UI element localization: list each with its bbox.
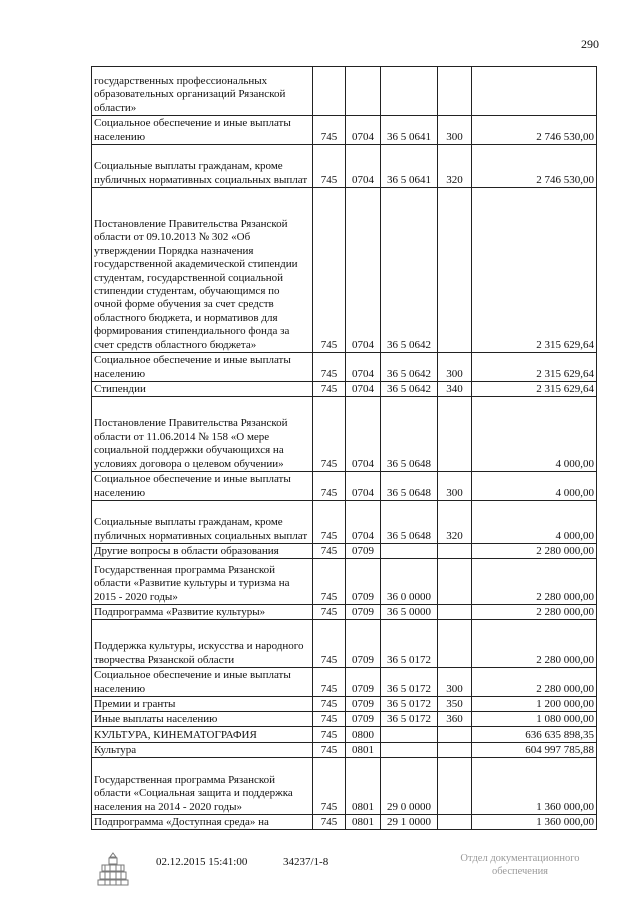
table-row	[92, 559, 597, 605]
table-row	[92, 116, 597, 145]
row-expense-type	[438, 620, 472, 668]
row-gr: 745	[313, 382, 346, 397]
row-expense-type	[438, 397, 472, 472]
row-section: 0704	[346, 353, 381, 382]
row-target-code: 36 5 0000	[381, 605, 438, 620]
row-section: 0801	[346, 758, 381, 815]
row-target-code: 36 5 0172	[381, 620, 438, 668]
row-expense-type	[438, 743, 472, 758]
row-expense-type	[438, 727, 472, 743]
row-sum: 2 280 000,00	[472, 620, 597, 668]
footer-department-stamp: Отдел документационного обеспечения	[460, 853, 580, 877]
row-target-code	[381, 544, 438, 559]
table-row	[92, 382, 597, 397]
row-expense-type	[438, 559, 472, 605]
row-section: 0704	[346, 145, 381, 188]
row-section: 0704	[346, 472, 381, 501]
row-expense-type: 320	[438, 145, 472, 188]
row-gr: 745	[313, 668, 346, 697]
row-target-code	[381, 67, 438, 116]
row-target-code: 36 5 0642	[381, 353, 438, 382]
row-section: 0704	[346, 501, 381, 544]
row-target-code	[381, 743, 438, 758]
row-gr: 745	[313, 758, 346, 815]
row-section: 0709	[346, 620, 381, 668]
row-gr: 745	[313, 605, 346, 620]
row-sum	[472, 67, 597, 116]
row-name: Социальное обеспечение и иные выплаты населению	[92, 472, 313, 501]
table-row	[92, 712, 597, 727]
row-name: Социальное обеспечение и иные выплаты населению	[92, 116, 313, 145]
table-row	[92, 145, 597, 188]
row-section: 0709	[346, 668, 381, 697]
footer-document-code: 34237/1-8	[283, 856, 329, 868]
row-sum: 1 200 000,00	[472, 697, 597, 712]
table-row	[92, 472, 597, 501]
row-name: Государственная программа Рязанской области «Развитие культуры и туризма на 2015 - 2020 годы»	[92, 559, 313, 605]
row-expense-type: 300	[438, 116, 472, 145]
row-gr: 745	[313, 743, 346, 758]
row-target-code: 29 1 0000	[381, 815, 438, 830]
row-sum: 2 746 530,00	[472, 116, 597, 145]
row-name: Стипендии	[92, 382, 313, 397]
row-expense-type: 300	[438, 353, 472, 382]
row-name: Социальные выплаты гражданам, кроме публичных нормативных социальных выплат	[92, 501, 313, 544]
row-section: 0704	[346, 188, 381, 353]
row-name: Постановление Правительства Рязанской области от 11.06.2014 № 158 «О мере социальной поддержки обучающихся на условиях договора о целевом обучении»	[92, 397, 313, 472]
table-row	[92, 743, 597, 758]
row-section: 0709	[346, 712, 381, 727]
table-row	[92, 758, 597, 815]
row-expense-type	[438, 815, 472, 830]
table-row	[92, 668, 597, 697]
row-name: Постановление Правительства Рязанской области от 09.10.2013 № 302 «Об утверждении Порядка назначения государственной академической стипендии студентам, государственной социальной стипендии студентам, обучающимся по очной форме обучения за счет средств областного бюджета, и нормативов для формирования стипендиального фонда за счет средств областного бюджета»	[92, 188, 313, 353]
row-target-code: 29 0 0000	[381, 758, 438, 815]
row-sum: 636 635 898,35	[472, 727, 597, 743]
row-expense-type: 340	[438, 382, 472, 397]
row-name: КУЛЬТУРА, КИНЕМАТОГРАФИЯ	[92, 727, 313, 743]
row-target-code: 36 5 0648	[381, 397, 438, 472]
row-sum: 4 000,00	[472, 397, 597, 472]
row-gr: 745	[313, 697, 346, 712]
row-target-code: 36 5 0172	[381, 668, 438, 697]
table-row	[92, 544, 597, 559]
row-expense-type	[438, 758, 472, 815]
row-sum: 604 997 785,88	[472, 743, 597, 758]
row-sum: 2 746 530,00	[472, 145, 597, 188]
row-gr: 745	[313, 727, 346, 743]
row-expense-type: 320	[438, 501, 472, 544]
row-name: Подпрограмма «Доступная среда» на	[92, 815, 313, 830]
row-target-code: 36 5 0642	[381, 382, 438, 397]
row-expense-type: 300	[438, 472, 472, 501]
row-target-code: 36 5 0648	[381, 472, 438, 501]
row-gr: 745	[313, 188, 346, 353]
row-section: 0709	[346, 544, 381, 559]
row-name: Премии и гранты	[92, 697, 313, 712]
footer-datetime: 02.12.2015 15:41:00	[156, 856, 248, 868]
row-section: 0704	[346, 397, 381, 472]
row-name: Поддержка культуры, искусства и народного творчества Рязанской области	[92, 620, 313, 668]
row-gr: 745	[313, 620, 346, 668]
row-gr: 745	[313, 145, 346, 188]
row-name: Культура	[92, 743, 313, 758]
row-gr: 745	[313, 712, 346, 727]
table-row	[92, 67, 597, 116]
row-sum: 2 315 629,64	[472, 353, 597, 382]
row-section: 0801	[346, 815, 381, 830]
row-target-code	[381, 727, 438, 743]
budget-table	[91, 66, 597, 830]
table-row	[92, 727, 597, 743]
row-sum: 1 360 000,00	[472, 815, 597, 830]
row-gr: 745	[313, 472, 346, 501]
table-row	[92, 815, 597, 830]
row-gr: 745	[313, 116, 346, 145]
row-sum: 1 360 000,00	[472, 758, 597, 815]
row-section: 0709	[346, 559, 381, 605]
row-target-code: 36 5 0641	[381, 116, 438, 145]
row-name: Другие вопросы в области образования	[92, 544, 313, 559]
row-target-code: 36 5 0642	[381, 188, 438, 353]
row-expense-type: 300	[438, 668, 472, 697]
row-name: государственных профессиональных образовательных организаций Рязанской области»	[92, 67, 313, 116]
row-target-code: 36 5 0641	[381, 145, 438, 188]
table-row	[92, 188, 597, 353]
table-row	[92, 501, 597, 544]
table-row	[92, 353, 597, 382]
row-name: Социальное обеспечение и иные выплаты населению	[92, 353, 313, 382]
row-name: Иные выплаты населению	[92, 712, 313, 727]
row-section	[346, 67, 381, 116]
table-row	[92, 697, 597, 712]
row-target-code: 36 5 0648	[381, 501, 438, 544]
row-name: Социальное обеспечение и иные выплаты населению	[92, 668, 313, 697]
table-row	[92, 620, 597, 668]
row-section: 0709	[346, 697, 381, 712]
row-sum: 4 000,00	[472, 501, 597, 544]
row-expense-type	[438, 605, 472, 620]
row-target-code: 36 5 0172	[381, 697, 438, 712]
row-sum: 2 315 629,64	[472, 188, 597, 353]
row-expense-type: 350	[438, 697, 472, 712]
row-section: 0801	[346, 743, 381, 758]
table-row	[92, 397, 597, 472]
row-sum: 2 280 000,00	[472, 668, 597, 697]
row-section: 0704	[346, 382, 381, 397]
row-expense-type	[438, 67, 472, 116]
row-sum: 2 315 629,64	[472, 382, 597, 397]
row-section: 0709	[346, 605, 381, 620]
row-gr	[313, 67, 346, 116]
row-expense-type	[438, 188, 472, 353]
row-gr: 745	[313, 501, 346, 544]
row-expense-type: 360	[438, 712, 472, 727]
row-name: Социальные выплаты гражданам, кроме публичных нормативных социальных выплат	[92, 145, 313, 188]
row-gr: 745	[313, 544, 346, 559]
row-sum: 4 000,00	[472, 472, 597, 501]
row-expense-type	[438, 544, 472, 559]
row-sum: 1 080 000,00	[472, 712, 597, 727]
row-name: Подпрограмма «Развитие культуры»	[92, 605, 313, 620]
row-sum: 2 280 000,00	[472, 559, 597, 605]
emblem-seal-icon	[96, 851, 130, 887]
row-section: 0704	[346, 116, 381, 145]
row-target-code: 36 0 0000	[381, 559, 438, 605]
row-sum: 2 280 000,00	[472, 544, 597, 559]
row-gr: 745	[313, 397, 346, 472]
row-gr: 745	[313, 353, 346, 382]
row-gr: 745	[313, 815, 346, 830]
row-gr: 745	[313, 559, 346, 605]
row-sum: 2 280 000,00	[472, 605, 597, 620]
table-row	[92, 605, 597, 620]
page-number: 290	[581, 37, 599, 51]
row-target-code: 36 5 0172	[381, 712, 438, 727]
row-name: Государственная программа Рязанской области «Социальная защита и поддержка населения на 2014 - 2020 годы»	[92, 758, 313, 815]
row-section: 0800	[346, 727, 381, 743]
